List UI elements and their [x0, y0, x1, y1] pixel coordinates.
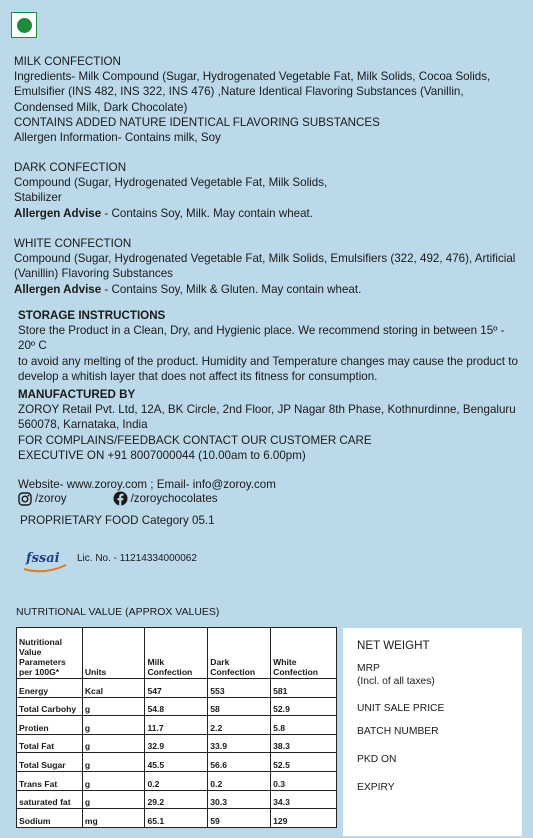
- pack-info-box: [343, 628, 522, 836]
- proprietary-category: PROPRIETARY FOOD Category 05.1: [20, 514, 215, 527]
- nutrition-header-cell: Nutritional Value Parameters per 100G*: [17, 628, 83, 679]
- expiry-label: EXPIRY: [357, 782, 395, 793]
- white-allergen: [14, 282, 524, 297]
- dark-line-2: Stabilizer: [14, 191, 62, 205]
- facebook-icon: [113, 491, 128, 506]
- milk-title: MILK CONFECTION: [14, 55, 121, 68]
- nutrition-cell: 553: [208, 679, 271, 698]
- storage-line-1: Store the Product in a Clean, Dry, and Hygienic place. We recommend storing in between 15º - 20º C: [18, 324, 505, 353]
- nutrition-cell: Total Sugar: [17, 753, 83, 772]
- nutrition-cell: 54.8: [145, 697, 208, 716]
- milk-ingredients-1: Ingredients- Milk Compound (Sugar, Hydrogenated Vegetable Fat, Milk Solids, Cocoa Solids,: [14, 70, 491, 84]
- nutrition-cell: g: [82, 734, 145, 753]
- nutrition-cell: Total Fat: [17, 734, 83, 753]
- mrp-note: (Incl. of all taxes): [357, 676, 435, 687]
- nutrition-row: [17, 697, 337, 716]
- nutrition-header-cell: Units: [82, 628, 145, 679]
- white-allergen-text: - Contains Soy, Milk & Gluten. May contain wheat.: [101, 282, 362, 296]
- nutrition-cell: 58: [208, 697, 271, 716]
- milk-allergen: Allergen Information- Contains milk, Soy: [14, 131, 221, 145]
- nutrition-heading: NUTRITIONAL VALUE (APPROX VALUES): [16, 606, 220, 618]
- nutrition-cell: g: [82, 771, 145, 790]
- instagram-icon: [18, 492, 32, 506]
- nutrition-cell: 0.2: [208, 771, 271, 790]
- fssai-logo: [20, 545, 70, 573]
- nutrition-cell: 5.8: [271, 716, 337, 735]
- dark-line-1: Compound (Sugar, Hydrogenated Vegetable Fat, Milk Solids,: [14, 176, 328, 190]
- nutrition-cell: 11.7: [145, 716, 208, 735]
- nutrition-header-cell: Milk Confection: [145, 628, 208, 679]
- instagram-handle: /zoroy: [35, 492, 67, 505]
- manufacturer-title: MANUFACTURED BY: [18, 388, 136, 401]
- milk-contains: CONTAINS ADDED NATURE IDENTICAL FLAVORING SUBSTANCES: [14, 115, 380, 129]
- nutrition-header-row: [17, 628, 337, 679]
- milk-ingredients-3: Condensed Milk, Dark Chocolate): [14, 100, 188, 114]
- dark-title: DARK CONFECTION: [14, 161, 127, 174]
- nutrition-cell: 581: [271, 679, 337, 698]
- nutrition-table: [16, 627, 337, 828]
- storage-title: STORAGE INSTRUCTIONS: [18, 309, 166, 322]
- web-email-line: [18, 477, 524, 492]
- nutrition-row: [17, 734, 337, 753]
- nutrition-cell: saturated fat: [17, 790, 83, 809]
- nutrition-row: [17, 809, 337, 828]
- nutrition-row: [17, 679, 337, 698]
- nutrition-cell: 52.9: [271, 697, 337, 716]
- dark-allergen-text: - Contains Soy, Milk. May contain wheat.: [101, 206, 313, 220]
- mrp-label: MRP: [357, 663, 380, 674]
- nutrition-cell: g: [82, 753, 145, 772]
- nutrition-cell: 0.3: [271, 771, 337, 790]
- nutrition-cell: 547: [145, 679, 208, 698]
- svg-text:fssai: fssai: [26, 551, 60, 566]
- nutrition-cell: 0.2: [145, 771, 208, 790]
- facebook-handle: /zoroychocolates: [130, 492, 218, 505]
- manufacturer-section: [18, 387, 524, 463]
- nutrition-cell: 59: [208, 809, 271, 828]
- manufacturer-line-2: 560078, Karnataka, India: [18, 418, 148, 432]
- pkd-on-label: PKD ON: [357, 754, 397, 765]
- nutrition-cell: Sodium: [17, 809, 83, 828]
- nutrition-cell: 45.5: [145, 753, 208, 772]
- nutrition-cell: 56.6: [208, 753, 271, 772]
- white-allergen-label: Allergen Advise: [14, 282, 102, 296]
- web-email: Website- www.zoroy.com ; Email- info@zoroy.com: [18, 478, 276, 491]
- nutrition-cell: 34.3: [271, 790, 337, 809]
- nutrition-cell: Energy: [17, 679, 83, 698]
- veg-symbol-icon: [11, 12, 37, 38]
- nutrition-cell: 33.9: [208, 734, 271, 753]
- license-number: Lic. No. - 11214334000062: [77, 553, 197, 564]
- milk-confection-section: [14, 54, 524, 145]
- white-line-2: (Vanillin) Flavoring Substances: [14, 267, 173, 281]
- nutrition-cell: 129: [271, 809, 337, 828]
- storage-line-3: develop a whitish layer that does not affect its fitness for consumption.: [18, 369, 378, 383]
- white-line-1: Compound (Sugar, Hydrogenated Vegetable Fat, Milk Solids, Emulsifiers (322, 492, 476), Artificial: [14, 252, 516, 266]
- nutrition-row: [17, 716, 337, 735]
- nutrition-cell: 32.9: [145, 734, 208, 753]
- nutrition-cell: Kcal: [82, 679, 145, 698]
- nutrition-cell: Total Carbohy: [17, 697, 83, 716]
- nutrition-cell: 38.3: [271, 734, 337, 753]
- nutrition-header-cell: Dark Confection: [208, 628, 271, 679]
- nutrition-cell: 29.2: [145, 790, 208, 809]
- nutrition-cell: 2.2: [208, 716, 271, 735]
- nutrition-cell: g: [82, 716, 145, 735]
- unit-sale-price-label: UNIT SALE PRICE: [357, 703, 445, 714]
- nutrition-header-cell: White Confection: [271, 628, 337, 679]
- dark-allergen: [14, 206, 524, 221]
- manufacturer-line-4: EXECUTIVE ON +91 8007000044 (10.00am to 6.00pm): [18, 448, 306, 462]
- storage-section: [18, 308, 524, 384]
- storage-line-2: to avoid any melting of the product. Humidity and Temperature changes may cause the product to: [18, 354, 518, 368]
- batch-number-label: BATCH NUMBER: [357, 726, 439, 737]
- nutrition-row: [17, 771, 337, 790]
- net-weight-label: NET WEIGHT: [357, 639, 430, 652]
- social-row: [18, 491, 218, 506]
- manufacturer-line-1: ZOROY Retail Pvt. Ltd, 12A, BK Circle, 2nd Floor, JP Nagar 8th Phase, Kothnurdinne, Bengaluru: [18, 403, 516, 417]
- manufacturer-line-3: FOR COMPLAINS/FEEDBACK CONTACT OUR CUSTOMER CARE: [18, 433, 372, 447]
- nutrition-cell: 65.1: [145, 809, 208, 828]
- white-confection-section: [14, 236, 524, 297]
- nutrition-cell: Trans Fat: [17, 771, 83, 790]
- dark-confection-section: [14, 160, 524, 221]
- nutrition-cell: 30.3: [208, 790, 271, 809]
- milk-ingredients-2: Emulsifier (INS 482, INS 322, INS 476) ,Nature Identical Flavoring Substances (Vanillin,: [14, 85, 464, 99]
- nutrition-cell: g: [82, 697, 145, 716]
- nutrition-cell: mg: [82, 809, 145, 828]
- dark-allergen-label: Allergen Advise: [14, 206, 102, 220]
- nutrition-row: [17, 790, 337, 809]
- nutrition-cell: g: [82, 790, 145, 809]
- nutrition-row: [17, 753, 337, 772]
- white-title: WHITE CONFECTION: [14, 237, 132, 250]
- nutrition-cell: 52.5: [271, 753, 337, 772]
- nutrition-cell: Protien: [17, 716, 83, 735]
